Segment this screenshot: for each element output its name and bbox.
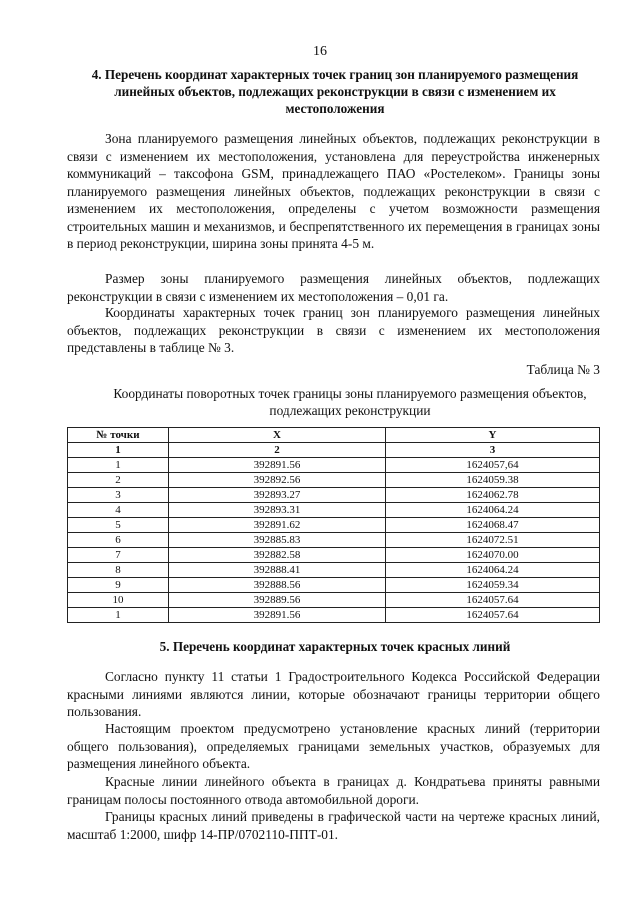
y-cell: 1624059.34 <box>386 578 600 593</box>
point-cell: 10 <box>68 593 169 608</box>
section-5-paragraph: Настоящим проектом предусмотрено установление красных линий (территории общего пользования), определяемых границами земельных участков, образуемых для размещения линейного объекта. <box>67 721 600 771</box>
table-row <box>68 548 600 563</box>
x-cell: 392891.56 <box>169 458 386 473</box>
y-cell: 1624062.78 <box>386 488 600 503</box>
x-cell: 392891.62 <box>169 518 386 533</box>
y-cell: 1624070.00 <box>386 548 600 563</box>
y-cell: 1624072.51 <box>386 533 600 548</box>
point-cell: 2 <box>68 473 169 488</box>
table-label: Таблица № 3 <box>526 362 600 377</box>
column-header-point: № точки <box>68 428 169 443</box>
table-row <box>68 458 600 473</box>
point-cell: 1 <box>68 608 169 623</box>
column-number: 2 <box>169 443 386 458</box>
point-cell: 8 <box>68 563 169 578</box>
table-caption: Координаты поворотных точек границы зоны планируемого размещения объектов, подлежащих реконструкции <box>113 386 587 418</box>
y-cell: 1624064.24 <box>386 503 600 518</box>
y-cell: 1624068.47 <box>386 518 600 533</box>
y-cell: 1624057.64 <box>386 608 600 623</box>
section-4-heading: 4. Перечень координат характерных точек границ зон планируемого размещения линейных объектов, подлежащих реконструкции в связи с изменением их местоположения <box>91 67 579 116</box>
x-cell: 392888.41 <box>169 563 386 578</box>
table-header-row <box>68 428 600 443</box>
table-row <box>68 518 600 533</box>
table-row <box>68 503 600 518</box>
x-cell: 392882.58 <box>169 548 386 563</box>
x-cell: 392893.27 <box>169 488 386 503</box>
table-row <box>68 488 600 503</box>
y-cell: 1624059.38 <box>386 473 600 488</box>
y-cell: 1624057,64 <box>386 458 600 473</box>
x-cell: 392892.56 <box>169 473 386 488</box>
point-cell: 7 <box>68 548 169 563</box>
point-cell: 3 <box>68 488 169 503</box>
table-subheader-row <box>68 443 600 458</box>
column-number: 3 <box>386 443 600 458</box>
section-5-paragraph: Согласно пункту 11 статьи 1 Градостроительного Кодекса Российской Федерации красными линиями являются линии, которые обозначают границы территории общего пользования. <box>67 669 600 719</box>
x-cell: 392889.56 <box>169 593 386 608</box>
point-cell: 6 <box>68 533 169 548</box>
point-cell: 5 <box>68 518 169 533</box>
table-row <box>68 473 600 488</box>
x-cell: 392888.56 <box>169 578 386 593</box>
coordinates-table <box>67 427 600 623</box>
section-4-paragraph: Зона планируемого размещения линейных объектов, подлежащих реконструкции в связи с изменением их местоположения, установлена для переустройства инженерных коммуникаций – таксофона GSM, принадлежащего ПАО «Ростелеком». Границы зоны планируемого размещения линейных объектов, подлежащих реконструкции в связи с изменением их местоположения, определены с учетом возможности размещения строительных машин и механизмов, и беспрепятственного их перемещения в границах зоны в период реконструкции, ширина зоны принята 4-5 м. <box>67 131 600 251</box>
section-5-heading: 5. Перечень координат характерных точек красных линий <box>159 639 511 654</box>
table-row <box>68 563 600 578</box>
column-header-y: Y <box>386 428 600 443</box>
section-4-paragraph: Координаты характерных точек границ зон планируемого размещения линейных объектов, подлежащих реконструкции в связи с изменением их местоположения представлены в таблице № 3. <box>67 305 600 355</box>
section-5-paragraph: Красные линии линейного объекта в границах д. Кондратьева приняты равными границам полосы постоянного отвода автомобильной дороги. <box>67 774 600 807</box>
x-cell: 392891.56 <box>169 608 386 623</box>
point-cell: 9 <box>68 578 169 593</box>
table-row <box>68 578 600 593</box>
x-cell: 392893.31 <box>169 503 386 518</box>
column-header-x: X <box>169 428 386 443</box>
table-row <box>68 533 600 548</box>
table-row <box>68 608 600 623</box>
column-number: 1 <box>68 443 169 458</box>
table-row <box>68 593 600 608</box>
point-cell: 4 <box>68 503 169 518</box>
y-cell: 1624057.64 <box>386 593 600 608</box>
section-4-paragraph: Размер зоны планируемого размещения линейных объектов, подлежащих реконструкции в связи с изменением их местоположения – 0,01 га. <box>67 271 600 304</box>
section-5-paragraph: Границы красных линий приведены в графической части на чертеже красных линий, масштаб 1:2000, шифр 14-ПР/0702110-ППТ-01. <box>67 809 600 842</box>
y-cell: 1624064.24 <box>386 563 600 578</box>
x-cell: 392885.83 <box>169 533 386 548</box>
page-number: 16 <box>313 44 327 59</box>
point-cell: 1 <box>68 458 169 473</box>
